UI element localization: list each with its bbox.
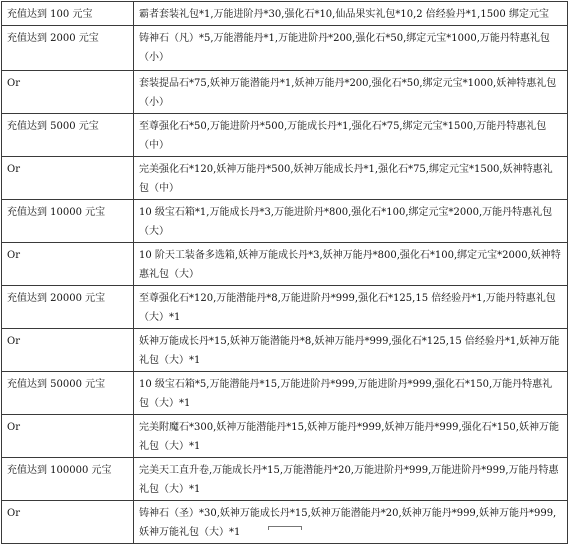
table-row (2, 458, 568, 501)
reward-table-body (2, 2, 568, 544)
condition-cell: 充值达到 100 元宝 (2, 2, 134, 26)
reward-cell: 铸神石（圣）*30,妖神万能成长丹*15,妖神万能潜能丹*20,妖神万能丹*999,妖神万能丹*999,妖神万能礼包（大）*1 (134, 501, 568, 544)
reward-cell: 10 阶天工装备多选箱,妖神万能成长丹*3,妖神万能丹*800,强化石*100,绑定元宝*2000,妖神特惠礼包（大） (134, 243, 568, 286)
condition-cell: 充值达到 50000 元宝 (2, 372, 134, 415)
reward-cell: 至尊强化石*50,万能进阶丹*500,万能成长丹*1,强化石*75,绑定元宝*1500,万能丹特惠礼包（中） (134, 114, 568, 157)
reward-cell: 完美天工直升卷,万能成长丹*15,万能潜能丹*20,万能进阶丹*999,万能进阶丹*999,万能丹特惠礼包（大）*1 (134, 458, 568, 501)
reward-cell: 妖神万能成长丹*15,妖神万能潜能丹*8,妖神万能丹*999,强化石*125,15 倍经验丹*1,妖神万能礼包（大）*1 (134, 329, 568, 372)
condition-cell: Or (2, 71, 134, 114)
page-edge-marker (268, 526, 302, 530)
table-row (2, 114, 568, 157)
reward-cell: 10 级宝石箱*5,万能潜能丹*15,万能进阶丹*999,万能进阶丹*999,强化石*150,万能丹特惠礼包（大）*1 (134, 372, 568, 415)
table-row (2, 71, 568, 114)
condition-cell: 充值达到 2000 元宝 (2, 26, 134, 71)
condition-cell: 充值达到 100000 元宝 (2, 458, 134, 501)
condition-cell: 充值达到 20000 元宝 (2, 286, 134, 329)
table-row (2, 501, 568, 544)
table-row (2, 243, 568, 286)
reward-cell: 完美附魔石*300,妖神万能潜能丹*15,妖神万能丹*999,妖神万能丹*999,强化石*150,妖神万能礼包（大）*1 (134, 415, 568, 458)
condition-cell: Or (2, 501, 134, 544)
table-row (2, 415, 568, 458)
condition-cell: Or (2, 157, 134, 200)
reward-cell: 至尊强化石*120,万能潜能丹*8,万能进阶丹*999,强化石*125,15 倍经验丹*1,万能丹特惠礼包（大）*1 (134, 286, 568, 329)
reward-cell: 完美强化石*120,妖神万能丹*500,妖神万能成长丹*1,强化石*75,绑定元宝*1500,妖神特惠礼包（中） (134, 157, 568, 200)
table-row (2, 372, 568, 415)
reward-cell: 霸者套装礼包*1,万能进阶丹*30,强化石*10,仙品果实礼包*10,2 倍经验丹*1,1500 绑定元宝 (134, 2, 568, 26)
table-row (2, 200, 568, 243)
condition-cell: Or (2, 329, 134, 372)
table-row (2, 286, 568, 329)
condition-cell: 充值达到 10000 元宝 (2, 200, 134, 243)
condition-cell: Or (2, 243, 134, 286)
reward-cell: 套装提品石*75,妖神万能潜能丹*1,妖神万能丹*200,强化石*50,绑定元宝*1000,妖神特惠礼包（小） (134, 71, 568, 114)
reward-cell: 铸神石（凡）*5,万能潜能丹*1,万能进阶丹*200,强化石*50,绑定元宝*1000,万能丹特惠礼包（小） (134, 26, 568, 71)
table-row (2, 2, 568, 26)
table-row (2, 329, 568, 372)
condition-cell: Or (2, 415, 134, 458)
reward-cell: 10 级宝石箱*1,万能成长丹*3,万能进阶丹*800,强化石*100,绑定元宝*2000,万能丹特惠礼包（大） (134, 200, 568, 243)
condition-cell: 充值达到 5000 元宝 (2, 114, 134, 157)
recharge-reward-table (1, 1, 568, 544)
table-row (2, 157, 568, 200)
table-row (2, 26, 568, 71)
